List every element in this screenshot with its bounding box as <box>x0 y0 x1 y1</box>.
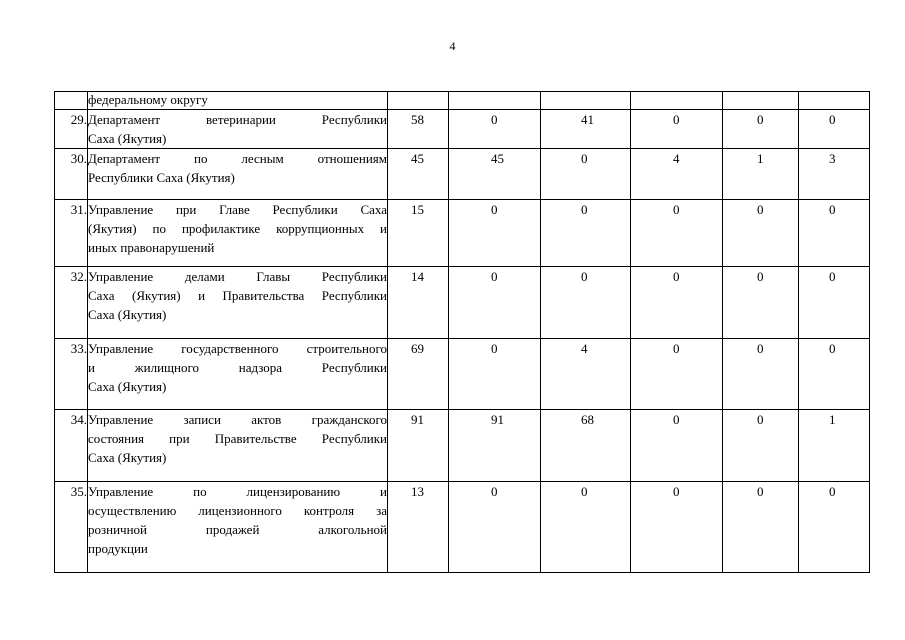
org-name-cell <box>88 267 388 339</box>
table-row <box>55 267 870 339</box>
value: 0 <box>491 269 498 284</box>
org-name-cell <box>88 92 388 110</box>
row-number-cell <box>55 92 88 110</box>
table-row <box>55 110 870 149</box>
row-number: 33. <box>55 339 88 410</box>
value-cell <box>631 482 723 573</box>
org-name-line: Саха (Якутия) <box>88 379 167 394</box>
org-name-line: состояния при Правительстве Республики <box>88 431 387 446</box>
org-name-line: Управление при Главе Республики Саха <box>88 202 387 217</box>
value-cell <box>799 410 870 482</box>
value: 0 <box>673 412 680 427</box>
value: 45 <box>411 151 424 166</box>
value: 0 <box>829 202 836 217</box>
org-name-line: иных правонарушений <box>88 240 215 255</box>
value-cell <box>799 200 870 267</box>
value-cell <box>723 149 799 200</box>
value: 0 <box>757 269 764 284</box>
value-cell <box>449 410 541 482</box>
value-cell <box>631 149 723 200</box>
value-cell <box>388 339 449 410</box>
table-row <box>55 149 870 200</box>
value-cell <box>799 267 870 339</box>
value: 0 <box>757 484 764 499</box>
value-cell <box>631 339 723 410</box>
row-number: 29. <box>55 110 88 149</box>
org-name-line: Саха (Якутия) <box>88 450 167 465</box>
org-name-line: и жилищного надзора Республики <box>88 360 387 375</box>
value-cell <box>631 92 723 110</box>
value: 3 <box>829 151 836 166</box>
value-cell <box>799 339 870 410</box>
value: 0 <box>757 341 764 356</box>
table-row <box>55 200 870 267</box>
value: 91 <box>411 412 424 427</box>
org-name-line: Управление делами Главы Республики <box>88 269 387 284</box>
value-cell <box>449 339 541 410</box>
org-name-line: Управление по лицензированию и <box>88 484 387 499</box>
value: 45 <box>491 151 504 166</box>
row-number: 35. <box>55 482 88 573</box>
value-cell <box>799 482 870 573</box>
value: 0 <box>673 112 680 127</box>
value-cell <box>449 482 541 573</box>
value-cell <box>449 200 541 267</box>
value: 0 <box>673 202 680 217</box>
value: 1 <box>829 412 836 427</box>
org-name-line: (Якутия) по профилактике коррупционных и <box>88 221 387 236</box>
org-name-cell <box>88 149 388 200</box>
value-cell <box>723 200 799 267</box>
org-name-line: Республики Саха (Якутия) <box>88 170 235 185</box>
value-cell <box>388 110 449 149</box>
value: 15 <box>411 202 424 217</box>
value: 0 <box>757 202 764 217</box>
org-name-cell <box>88 200 388 267</box>
value: 68 <box>581 412 594 427</box>
table-row-continuation <box>55 92 870 110</box>
value-cell <box>723 410 799 482</box>
value-cell <box>799 149 870 200</box>
value: 0 <box>581 151 588 166</box>
value-cell <box>449 267 541 339</box>
value-cell <box>723 482 799 573</box>
org-name-cell <box>88 110 388 149</box>
value-cell <box>631 267 723 339</box>
value-cell <box>388 149 449 200</box>
value-cell <box>388 200 449 267</box>
value: 41 <box>581 112 594 127</box>
value: 0 <box>673 484 680 499</box>
value: 0 <box>757 112 764 127</box>
value-cell <box>723 92 799 110</box>
value-cell <box>541 410 631 482</box>
org-name-line: Управление записи актов гражданского <box>88 412 387 427</box>
value: 0 <box>829 112 836 127</box>
value: 91 <box>491 412 504 427</box>
value-cell <box>449 92 541 110</box>
org-name-line: Саха (Якутия) <box>88 307 167 322</box>
value: 0 <box>829 341 836 356</box>
org-name-line: Управление государственного строительного <box>88 341 387 356</box>
value-cell <box>541 339 631 410</box>
value: 0 <box>491 484 498 499</box>
value-cell <box>388 482 449 573</box>
value: 4 <box>673 151 680 166</box>
row-number: 30. <box>55 149 88 200</box>
value-cell <box>449 110 541 149</box>
value: 4 <box>581 341 588 356</box>
table-row <box>55 482 870 573</box>
value: 0 <box>757 412 764 427</box>
value-cell <box>541 200 631 267</box>
value-cell <box>631 410 723 482</box>
value: 0 <box>673 341 680 356</box>
value: 58 <box>411 112 424 127</box>
value: 0 <box>581 484 588 499</box>
value: 0 <box>491 341 498 356</box>
value: 0 <box>673 269 680 284</box>
org-name-line: Департамент по лесным отношениям <box>88 151 387 166</box>
value: 69 <box>411 341 424 356</box>
value: 0 <box>491 112 498 127</box>
org-name-line: продукции <box>88 541 148 556</box>
org-name-line: Саха (Якутия) и Правительства Республики <box>88 288 387 303</box>
value-cell <box>388 267 449 339</box>
org-name-line: осуществлению лицензионного контроля за <box>88 503 387 518</box>
value: 0 <box>491 202 498 217</box>
value-cell <box>799 110 870 149</box>
value: 1 <box>757 151 764 166</box>
data-table <box>54 91 870 573</box>
org-name-line: Саха (Якутия) <box>88 131 167 146</box>
value: 0 <box>581 202 588 217</box>
value: 13 <box>411 484 424 499</box>
value-cell <box>799 92 870 110</box>
value: 0 <box>829 269 836 284</box>
table-row <box>55 339 870 410</box>
row-number: 32. <box>55 267 88 339</box>
value-cell <box>723 267 799 339</box>
org-name-cell <box>88 339 388 410</box>
value-cell <box>541 267 631 339</box>
value-cell <box>541 110 631 149</box>
org-name-line: Департамент ветеринарии Республики <box>88 112 387 127</box>
value: 0 <box>581 269 588 284</box>
org-name: федеральному округу <box>88 92 208 107</box>
value-cell <box>541 92 631 110</box>
row-number: 31. <box>55 200 88 267</box>
value-cell <box>631 200 723 267</box>
value: 0 <box>829 484 836 499</box>
value-cell <box>449 149 541 200</box>
value-cell <box>388 410 449 482</box>
value-cell <box>631 110 723 149</box>
value-cell <box>723 110 799 149</box>
row-number: 34. <box>55 410 88 482</box>
value-cell <box>541 482 631 573</box>
org-name-cell <box>88 410 388 482</box>
org-name-cell <box>88 482 388 573</box>
value: 14 <box>411 269 424 284</box>
org-name-line: розничной продажей алкогольной <box>88 522 387 537</box>
value-cell <box>388 92 449 110</box>
value-cell <box>541 149 631 200</box>
value-cell <box>723 339 799 410</box>
page-number: 4 <box>449 39 456 53</box>
table-row <box>55 410 870 482</box>
